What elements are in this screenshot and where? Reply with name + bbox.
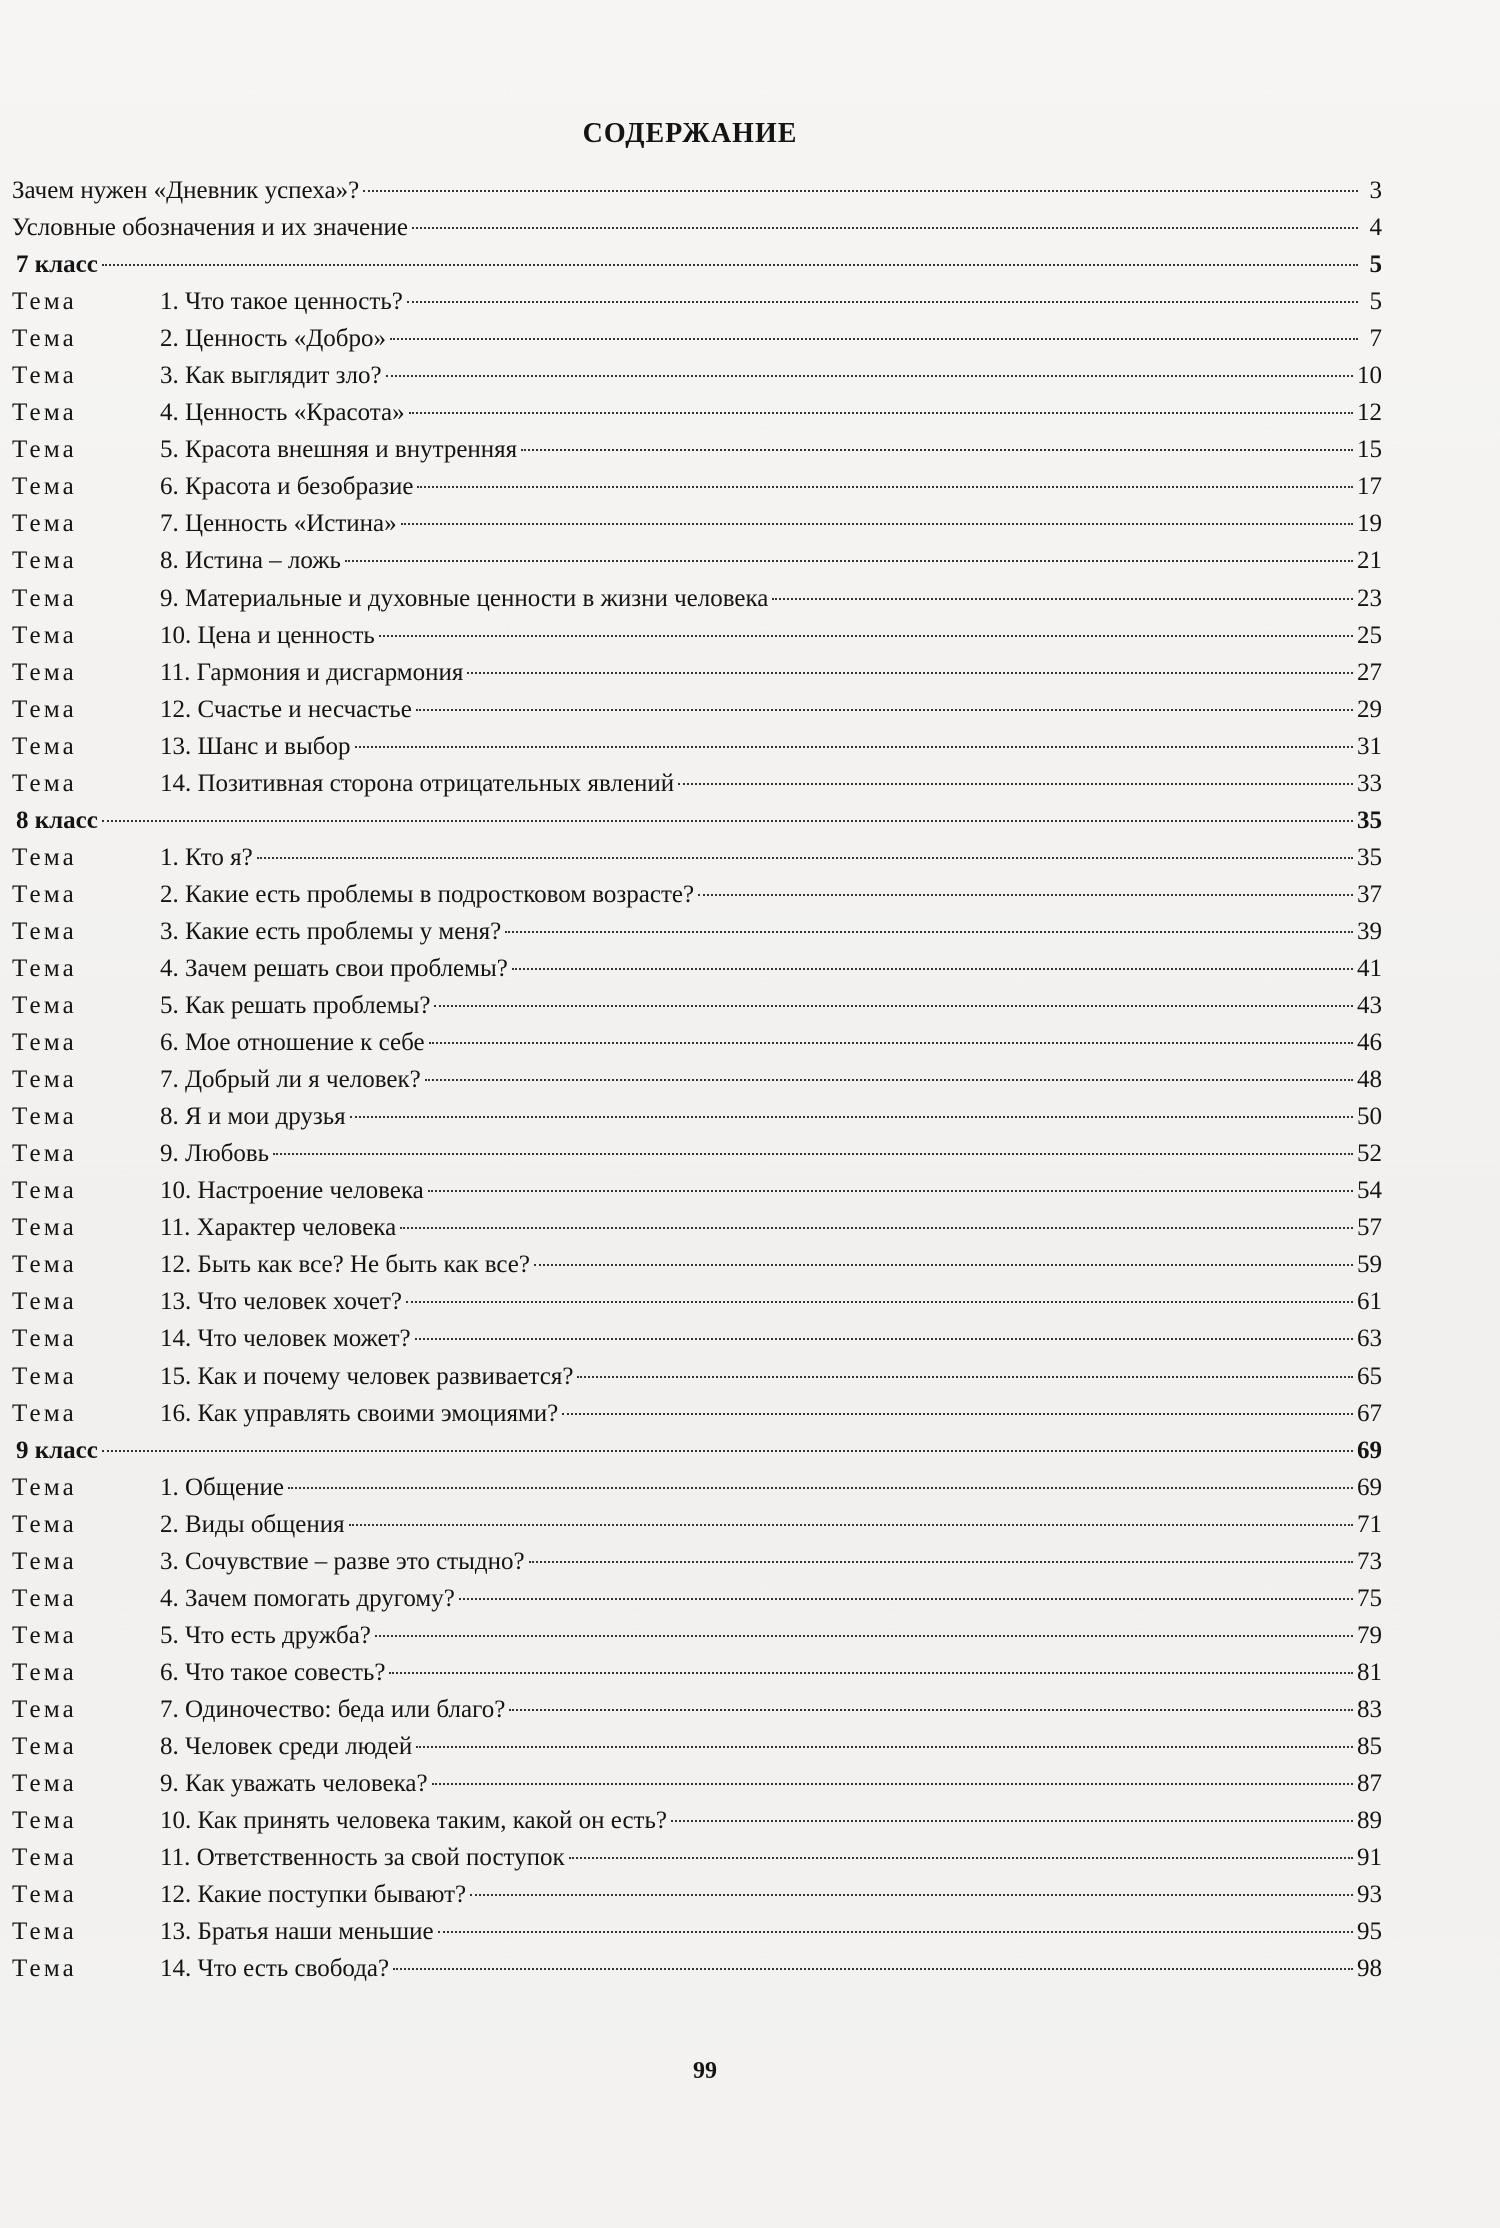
entry-page-number: 5 — [1369, 251, 1382, 279]
entry-label: 9 класс — [16, 1436, 98, 1464]
entry-label: 1. Общение — [160, 1473, 284, 1501]
toc-row — [12, 580, 1382, 617]
dot-leader — [470, 1894, 1353, 1896]
entry-page-number: 37 — [1357, 880, 1382, 908]
entry-page-number: 33 — [1357, 769, 1382, 797]
entry-label: 11. Ответственность за свой поступок — [160, 1844, 565, 1872]
dot-leader — [459, 1598, 1353, 1600]
dot-leader — [102, 264, 1358, 266]
entry-page-number: 12 — [1357, 399, 1382, 427]
topic-prefix: Тема — [12, 769, 77, 797]
entry-page-number: 67 — [1357, 1399, 1382, 1427]
toc-row — [12, 765, 1382, 802]
dot-leader — [428, 1190, 1353, 1192]
topic-prefix: Тема — [12, 1066, 77, 1094]
dot-leader — [429, 1042, 1353, 1044]
entry-label: 8. Истина – ложь — [160, 547, 341, 575]
toc-row — [12, 1691, 1382, 1728]
toc-row — [12, 1469, 1382, 1506]
dot-leader — [102, 820, 1353, 822]
entry-page-number: 46 — [1357, 1029, 1382, 1057]
topic-prefix: Тема — [12, 1399, 77, 1427]
entry-label: 11. Характер человека — [160, 1214, 397, 1242]
entry-label: 5. Как решать проблемы? — [160, 992, 431, 1020]
toc-row — [12, 950, 1382, 987]
entry-page-number: 50 — [1357, 1103, 1382, 1131]
toc-row — [12, 394, 1382, 431]
topic-prefix: Тема — [12, 1918, 77, 1946]
topic-prefix: Тема — [12, 362, 77, 390]
dot-leader — [406, 1301, 1353, 1303]
entry-label: Зачем нужен «Дневник успеха»? — [12, 177, 360, 204]
topic-prefix: Тема — [12, 1103, 77, 1131]
dot-leader — [529, 1561, 1353, 1563]
entry-label: 4. Зачем решать свои проблемы? — [160, 954, 508, 982]
topic-prefix: Тема — [12, 1288, 77, 1316]
toc-row — [12, 654, 1382, 691]
dot-leader — [379, 635, 1353, 637]
topic-prefix: Тема — [12, 621, 77, 649]
dot-leader — [401, 523, 1353, 525]
entry-page-number: 93 — [1357, 1881, 1382, 1909]
dot-leader — [288, 1487, 1353, 1489]
entry-page-number: 5 — [1369, 288, 1382, 316]
entry-label: 3. Сочувствие – разве это стыдно? — [160, 1547, 525, 1575]
entry-page-number: 79 — [1357, 1621, 1382, 1649]
entry-page-number: 25 — [1357, 621, 1382, 649]
dot-leader — [257, 857, 1353, 859]
toc-row — [12, 1876, 1382, 1913]
entry-page-number: 69 — [1357, 1436, 1382, 1464]
topic-prefix: Тема — [12, 695, 77, 723]
toc-row — [12, 468, 1382, 505]
entry-label: 15. Как и почему человек развивается? — [160, 1362, 574, 1390]
dot-leader — [425, 1079, 1353, 1081]
dot-leader — [407, 301, 1358, 303]
dot-leader — [562, 1413, 1353, 1415]
dot-leader — [467, 672, 1353, 674]
entry-page-number: 71 — [1357, 1510, 1382, 1538]
entry-label: 9. Как уважать человека? — [160, 1770, 428, 1798]
topic-prefix: Тема — [12, 917, 77, 945]
topic-prefix: Тема — [12, 843, 77, 871]
entry-page-number: 19 — [1357, 510, 1382, 538]
entry-page-number: 39 — [1357, 917, 1382, 945]
dot-leader — [386, 375, 1353, 377]
toc-row — [12, 1024, 1382, 1061]
entry-label: 13. Шанс и выбор — [160, 732, 351, 760]
entry-label: 14. Что есть свобода? — [160, 1955, 390, 1983]
dot-leader — [363, 190, 1358, 192]
entry-label: 2. Виды общения — [160, 1510, 345, 1538]
dot-leader — [349, 1524, 1353, 1526]
entry-page-number: 17 — [1357, 473, 1382, 501]
topic-prefix: Тема — [12, 1029, 77, 1057]
topic-prefix: Тема — [12, 658, 77, 686]
topic-prefix: Тема — [12, 1510, 77, 1538]
topic-prefix: Тема — [12, 1177, 77, 1205]
dot-leader — [416, 1746, 1353, 1748]
entry-page-number: 31 — [1357, 732, 1382, 760]
dot-leader — [577, 1376, 1353, 1378]
topic-prefix: Тема — [12, 399, 77, 427]
dot-leader — [273, 1153, 1353, 1155]
toc-row — [12, 1913, 1382, 1950]
entry-label: 10. Цена и ценность — [160, 621, 375, 649]
entry-page-number: 4 — [1369, 214, 1382, 242]
toc-row — [12, 617, 1382, 654]
entry-label: 4. Зачем помогать другому? — [160, 1584, 455, 1612]
dot-leader — [417, 486, 1353, 488]
dot-leader — [345, 560, 1353, 562]
entry-page-number: 69 — [1357, 1473, 1382, 1501]
entry-label: 5. Что есть дружба? — [160, 1621, 371, 1649]
topic-prefix: Тема — [12, 1732, 77, 1760]
dot-leader — [389, 1672, 1353, 1674]
topic-prefix: Тема — [12, 1325, 77, 1353]
topic-prefix: Тема — [12, 584, 77, 612]
entry-label: 9. Материальные и духовные ценности в жизни человека — [160, 584, 769, 612]
entry-label: 12. Быть как все? Не быть как все? — [160, 1251, 530, 1279]
entry-page-number: 83 — [1357, 1695, 1382, 1723]
topic-prefix: Тема — [12, 1621, 77, 1649]
entry-label: 6. Красота и безобразие — [160, 473, 414, 501]
dot-leader — [509, 1709, 1353, 1711]
dot-leader — [432, 1783, 1353, 1785]
toc-row — [12, 1654, 1382, 1691]
topic-prefix: Тема — [12, 1362, 77, 1390]
entry-label: 10. Как принять человека таким, какой он есть? — [160, 1807, 667, 1835]
entry-page-number: 63 — [1357, 1325, 1382, 1353]
entry-label: 1. Кто я? — [160, 843, 253, 871]
dot-leader — [416, 709, 1353, 711]
toc-row — [12, 1172, 1382, 1209]
entry-page-number: 57 — [1357, 1214, 1382, 1242]
entry-page-number: 29 — [1357, 695, 1382, 723]
dot-leader — [393, 1968, 1353, 1970]
topic-prefix: Тема — [12, 1214, 77, 1242]
toc-row — [12, 1209, 1382, 1246]
toc-row — [12, 839, 1382, 876]
entry-label: 1. Что такое ценность? — [160, 288, 403, 316]
entry-label: 12. Счастье и несчастье — [160, 695, 412, 723]
toc-row — [12, 1728, 1382, 1765]
entry-page-number: 85 — [1357, 1732, 1382, 1760]
entry-label: 14. Позитивная сторона отрицательных явлений — [160, 769, 675, 797]
entry-label: 7. Добрый ли я человек? — [160, 1066, 421, 1094]
topic-prefix: Тема — [12, 473, 77, 501]
toc-row — [12, 987, 1382, 1024]
entry-label: 9. Любовь — [160, 1140, 270, 1168]
topic-prefix: Тема — [12, 732, 77, 760]
entry-label: 8. Человек среди людей — [160, 1732, 413, 1760]
toc-row — [12, 1506, 1382, 1543]
topic-prefix: Тема — [12, 1695, 77, 1723]
entry-page-number: 10 — [1357, 362, 1382, 390]
toc-row — [12, 1839, 1382, 1876]
dot-leader — [412, 227, 1358, 229]
topic-prefix: Тема — [12, 325, 77, 353]
toc-row — [12, 913, 1382, 950]
dot-leader — [512, 968, 1353, 970]
entry-page-number: 73 — [1357, 1547, 1382, 1575]
entry-label: 7. Одиночество: беда или благо? — [160, 1695, 506, 1723]
toc-row — [12, 1543, 1382, 1580]
dot-leader — [415, 1338, 1353, 1340]
entry-label: 5. Красота внешняя и внутренняя — [160, 436, 518, 464]
entry-page-number: 61 — [1357, 1288, 1382, 1316]
entry-page-number: 23 — [1357, 584, 1382, 612]
topic-prefix: Тема — [12, 954, 77, 982]
entry-page-number: 21 — [1357, 547, 1382, 575]
entry-label: 4. Ценность «Красота» — [160, 399, 405, 427]
entry-page-number: 15 — [1357, 436, 1382, 464]
entry-page-number: 81 — [1357, 1658, 1382, 1686]
toc-row — [12, 209, 1382, 246]
toc-row — [12, 505, 1382, 542]
topic-prefix: Тема — [12, 547, 77, 575]
entry-label: 8 класс — [16, 806, 98, 834]
section-heading-row — [12, 802, 1382, 839]
dot-leader — [505, 931, 1353, 933]
topic-prefix: Тема — [12, 1658, 77, 1686]
dot-leader — [102, 1450, 1353, 1452]
toc-row — [12, 1246, 1382, 1283]
toc-row — [12, 1580, 1382, 1617]
dot-leader — [375, 1635, 1353, 1637]
entry-page-number: 43 — [1357, 992, 1382, 1020]
entry-page-number: 7 — [1369, 325, 1382, 353]
entry-label: 3. Какие есть проблемы у меня? — [160, 917, 502, 945]
toc-row — [12, 1283, 1382, 1320]
entry-label: 13. Братья наши меньшие — [160, 1918, 434, 1946]
entry-page-number: 75 — [1357, 1584, 1382, 1612]
topic-prefix: Тема — [12, 510, 77, 538]
entry-label: 3. Как выглядит зло? — [160, 362, 382, 390]
dot-leader — [400, 1227, 1353, 1229]
topic-prefix: Тема — [12, 1473, 77, 1501]
entry-label: 16. Как управлять своими эмоциями? — [160, 1399, 559, 1427]
dot-leader — [390, 338, 1358, 340]
entry-page-number: 41 — [1357, 954, 1382, 982]
entry-label: 12. Какие поступки бывают? — [160, 1881, 467, 1909]
entry-label: Условные обозначения и их значение — [12, 214, 408, 242]
entry-page-number: 98 — [1357, 1955, 1382, 1983]
entry-page-number: 54 — [1357, 1177, 1382, 1205]
entry-label: 6. Мое отношение к себе — [160, 1029, 425, 1057]
topic-prefix: Тема — [12, 1844, 77, 1872]
entry-page-number: 59 — [1357, 1251, 1382, 1279]
topic-prefix: Тема — [12, 992, 77, 1020]
topic-prefix: Тема — [12, 880, 77, 908]
entry-page-number: 91 — [1357, 1844, 1382, 1872]
entry-label: 7 класс — [16, 251, 98, 279]
toc-row — [12, 283, 1382, 320]
toc-row — [12, 1765, 1382, 1802]
dot-leader — [772, 598, 1353, 600]
entry-page-number: 48 — [1357, 1066, 1382, 1094]
entry-page-number: 35 — [1357, 843, 1382, 871]
entry-label: 13. Что человек хочет? — [160, 1288, 402, 1316]
entry-label: 10. Настроение человека — [160, 1177, 424, 1205]
topic-prefix: Тема — [12, 288, 77, 316]
dot-leader — [534, 1264, 1353, 1266]
dot-leader — [678, 783, 1353, 785]
dot-leader — [355, 746, 1354, 748]
entry-label: 6. Что такое совесть? — [160, 1658, 386, 1686]
toc-row — [12, 320, 1382, 357]
toc-row — [12, 1617, 1382, 1654]
topic-prefix: Тема — [12, 436, 77, 464]
page-number: 99 — [693, 2058, 717, 2084]
toc-row — [12, 1395, 1382, 1432]
toc-row — [12, 1135, 1382, 1172]
page-title: СОДЕРЖАНИЕ — [582, 118, 798, 149]
topic-prefix: Тема — [12, 1770, 77, 1798]
dot-leader — [671, 1820, 1353, 1822]
entry-page-number: 87 — [1357, 1770, 1382, 1798]
toc-row — [12, 1950, 1382, 1987]
toc-row — [12, 431, 1382, 468]
section-heading-row — [12, 1432, 1382, 1469]
entry-label: 14. Что человек может? — [160, 1325, 411, 1353]
toc-row — [12, 1320, 1382, 1357]
entry-page-number: 65 — [1357, 1362, 1382, 1390]
toc-row — [12, 691, 1382, 728]
toc-row — [12, 876, 1382, 913]
section-heading-row — [12, 246, 1382, 283]
entry-page-number: 95 — [1357, 1918, 1382, 1946]
dot-leader — [438, 1931, 1353, 1933]
entry-page-number: 27 — [1357, 658, 1382, 686]
dot-leader — [409, 412, 1353, 414]
toc-row — [12, 1061, 1382, 1098]
entry-page-number: 52 — [1357, 1140, 1382, 1168]
table-of-contents — [12, 172, 1382, 1987]
topic-prefix: Тема — [12, 1251, 77, 1279]
dot-leader — [569, 1857, 1353, 1859]
entry-page-number: 35 — [1357, 806, 1382, 834]
topic-prefix: Тема — [12, 1140, 77, 1168]
dot-leader — [350, 1116, 1353, 1118]
dot-leader — [698, 894, 1353, 896]
topic-prefix: Тема — [12, 1547, 77, 1575]
entry-label: 2. Ценность «Добро» — [160, 325, 386, 353]
toc-row — [12, 728, 1382, 765]
topic-prefix: Тема — [12, 1807, 77, 1835]
entry-page-number: 89 — [1357, 1807, 1382, 1835]
topic-prefix: Тема — [12, 1881, 77, 1909]
entry-label: 7. Ценность «Истина» — [160, 510, 397, 538]
entry-label: 11. Гармония и дисгармония — [160, 658, 464, 686]
entry-label: 8. Я и мои друзья — [160, 1103, 346, 1131]
toc-row — [12, 1358, 1382, 1395]
toc-row — [12, 542, 1382, 579]
entry-page-number: 3 — [1369, 177, 1382, 204]
topic-prefix: Тема — [12, 1584, 77, 1612]
topic-prefix: Тема — [12, 1955, 77, 1983]
dot-leader — [521, 449, 1353, 451]
dot-leader — [434, 1005, 1353, 1007]
toc-row — [12, 172, 1382, 209]
entry-label: 2. Какие есть проблемы в подростковом возрасте? — [160, 880, 695, 908]
toc-row — [12, 1802, 1382, 1839]
toc-row — [12, 1098, 1382, 1135]
toc-row — [12, 357, 1382, 394]
